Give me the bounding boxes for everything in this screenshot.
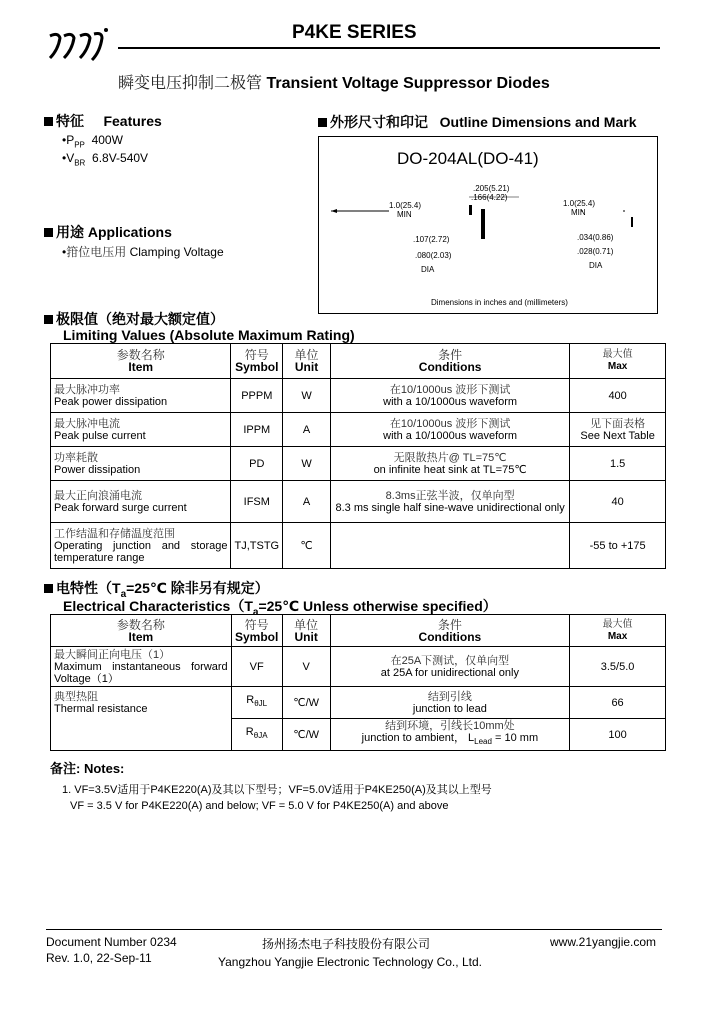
electrical-heading-cn-b: （T (98, 580, 121, 596)
dim-body-dia2: .080(2.03) (415, 251, 452, 260)
applications-heading-cn: 用途 (56, 224, 84, 240)
cell-symbol: IPPM (231, 413, 283, 447)
outline-heading-en: Outline Dimensions and Mark (439, 114, 637, 130)
company-en: Yangzhou Yangjie Electronic Technology Co., Ltd. (218, 955, 482, 969)
table-header-row (51, 615, 666, 647)
cell-max: 400 (570, 379, 666, 413)
cell-cond-cn: 结到环境，引线长10mm处 (385, 720, 515, 733)
cell-cond-cn: 8.3ms正弦半波，仅单向型 (385, 489, 515, 502)
electrical-heading-en-c: =25℃ Unless otherwise specified） (258, 598, 497, 614)
applications-heading-en: Applications (87, 224, 172, 240)
cell-max: 66 (570, 687, 666, 719)
cell-item (51, 413, 231, 447)
table-row (51, 687, 666, 719)
symbol-sub: θJA (253, 731, 268, 741)
cell-max-en: See Next Table (580, 429, 655, 442)
company-logo (44, 24, 112, 64)
header-unit-cn: 单位 (294, 348, 319, 362)
limiting-heading-cn (44, 309, 224, 329)
cell-max: 1.5 (570, 447, 666, 481)
cell-conditions (331, 481, 570, 523)
cell-unit: A (283, 413, 331, 447)
header-conditions (331, 344, 570, 379)
cell-item-en: Operating junction and storage temperature range (54, 539, 228, 564)
header-unit-en: Unit (294, 360, 319, 374)
cell-unit: A (283, 481, 331, 523)
square-bullet-icon (44, 315, 53, 324)
series-title: P4KE SERIES (292, 22, 417, 43)
symbol-main: R (245, 726, 254, 739)
cell-cond-tail: = 10 mm (491, 732, 539, 745)
feature-sub: PP (74, 140, 85, 150)
cell-cond-en: junction to ambient， L (361, 732, 475, 745)
package-name: DO-204AL(DO-41) (397, 149, 539, 168)
dim-lead-dia-lbl: DIA (589, 261, 603, 270)
cell-max: -55 to +175 (570, 523, 666, 569)
cell-symbol: PPPM (231, 379, 283, 413)
website-link[interactable]: www.21yangjie.com (550, 935, 657, 949)
cell-item-en: Peak forward surge current (54, 501, 187, 514)
square-bullet-icon (318, 118, 327, 127)
feature-ppp: $•P_{PP}$ 400W (62, 133, 123, 150)
cell-cond-cn: 在10/1000us 波形下测试 (389, 383, 511, 396)
dim-lead-right: 1.0(25.4) (563, 199, 596, 208)
cell-cond-cn: 结到引线 (427, 690, 472, 703)
dim-body-dia1: .107(2.72) (413, 235, 450, 244)
cell-unit: ℃ (283, 523, 331, 569)
table-row (51, 481, 666, 523)
cell-item-cn: 功率耗散 (54, 451, 98, 464)
table-header-row (51, 344, 666, 379)
header-item (51, 344, 231, 379)
cell-conditions (331, 413, 570, 447)
cell-symbol (231, 719, 282, 751)
units-note: Dimensions in inches and (millimeters) (431, 298, 568, 307)
electrical-table (50, 614, 666, 751)
cell-symbol: PD (231, 447, 283, 481)
header-symbol (231, 615, 282, 647)
application-item: •箝位电压用 Clamping Voltage (62, 245, 224, 259)
header-symbol (231, 344, 283, 379)
cell-item (51, 687, 232, 751)
feature-vbr: $•V_{BR}$ 6.8V-540V (62, 151, 149, 168)
table-row (51, 413, 666, 447)
header-unit (282, 615, 330, 647)
cell-conditions (331, 379, 570, 413)
features-heading-en: Features (103, 113, 162, 129)
dim-body-len2: .166(4.22) (471, 193, 508, 202)
header-rule (118, 47, 660, 49)
electrical-heading-cn-a: 电特性 (56, 580, 98, 596)
title-cn: 瞬变电压抑制二极管 (118, 75, 263, 92)
header-max (570, 615, 666, 647)
cell-max: 3.5/5.0 (570, 647, 666, 687)
feature-symbol: V (66, 151, 75, 165)
limiting-heading-en: Limiting Values (Absolute Maximum Rating) (63, 327, 355, 343)
header-max-cn: 最大值 (602, 349, 633, 360)
note-cn: 1. VF=3.5V适用于P4KE220(A)及其以下型号；VF=5.0V适用于P4KE250(A)及其以上型号 (62, 784, 492, 796)
footer-rule (46, 929, 662, 930)
dim-lead-left: 1.0(25.4) (389, 201, 422, 210)
cell-cond-cn: 在25A下测试，仅单向型 (390, 654, 510, 667)
header-cond-cn: 条件 (438, 348, 463, 362)
cell-unit: W (283, 447, 331, 481)
feature-value: 6.8V-540V (92, 151, 149, 165)
cell-item-cn: 最大脉冲功率 (54, 383, 120, 396)
dim-lead-left-sub: MIN (397, 210, 412, 219)
outline-heading-cn: 外形尺寸和印记 (330, 114, 428, 130)
application-item-cn: 箝位电压用 (66, 245, 127, 259)
cell-cond-sub: Lead (474, 737, 492, 747)
header-item (51, 615, 232, 647)
title-en: Transient Voltage Suppressor Diodes (266, 75, 550, 92)
note-en: VF = 3.5 V for P4KE220(A) and below; VF = 5.0 V for P4KE250(A) and above (70, 800, 449, 812)
features-heading (44, 111, 162, 131)
cell-cond-en: 8.3 ms single half sine-wave unidirectional only (335, 501, 565, 514)
cell-item (51, 647, 232, 687)
revision: Rev. 1.0, 22-Sep-11 (46, 951, 152, 965)
cell-conditions (330, 719, 570, 751)
yj-logo-icon (44, 24, 112, 64)
header-max (570, 344, 666, 379)
cell-symbol: VF (231, 647, 282, 687)
header-max-cn: 最大值 (602, 618, 633, 630)
cell-cond-en: on infinite heat sink at TL=75℃ (373, 463, 527, 476)
cell-item (51, 481, 231, 523)
feature-symbol: P (66, 133, 75, 147)
feature-sub: BR (74, 158, 86, 168)
header-conditions (330, 615, 570, 647)
header-unit-en: Unit (294, 629, 318, 644)
table-row (51, 647, 666, 687)
cell-item-cn: 工作结温和存储温度范围 (54, 527, 175, 540)
cell-item-cn: 最大脉冲电流 (54, 417, 120, 430)
header-item-en: Item (128, 360, 154, 374)
electrical-heading-en-a: Electrical Characteristics（T (63, 598, 253, 614)
cell-conditions (331, 447, 570, 481)
header-unit-cn: 单位 (294, 617, 319, 632)
cell-item (51, 379, 231, 413)
dim-lead-right-sub: MIN (571, 208, 586, 217)
cell-max (570, 413, 666, 447)
cell-unit: ℃/W (282, 719, 330, 751)
cell-item-cn: 最大瞬间正向电压（1） (54, 648, 171, 661)
header-symbol-en: Symbol (235, 629, 279, 644)
doc-number: Document Number 0234 (46, 935, 177, 949)
table-row (51, 523, 666, 569)
application-item-en: Clamping Voltage (129, 245, 224, 259)
cell-item-cn: 最大正向浪涌电流 (54, 489, 142, 502)
cell-item-en: Peak pulse current (54, 429, 146, 442)
cell-unit: W (283, 379, 331, 413)
cell-max: 40 (570, 481, 666, 523)
header-unit (283, 344, 331, 379)
electrical-heading-cn-sub: a (120, 588, 127, 600)
electrical-heading-en-sub: a (252, 606, 259, 618)
limiting-table (50, 343, 666, 569)
dim-body-len1: .205(5.21) (473, 184, 510, 193)
document-title (118, 70, 550, 93)
limiting-heading-cn-text: 极限值（绝对最大额定值） (56, 311, 224, 327)
header-symbol-cn: 符号 (244, 617, 269, 632)
cell-item-en: Thermal resistance (54, 703, 148, 715)
dim-lead-dia1: .034(0.86) (577, 233, 614, 242)
cell-cond-en: with a 10/1000us waveform (383, 429, 518, 442)
square-bullet-icon (44, 228, 53, 237)
header-cond-en: Conditions (418, 629, 482, 644)
diode-outline-icon (319, 137, 657, 313)
header-cond-en: Conditions (418, 360, 482, 374)
cell-item (51, 447, 231, 481)
applications-heading (44, 222, 172, 242)
cell-unit: ℃/W (282, 687, 330, 719)
outline-heading (318, 112, 637, 132)
cell-cond-cn: 在10/1000us 波形下测试 (389, 417, 511, 430)
dim-body-dia-lbl: DIA (421, 265, 435, 274)
symbol-main: R (246, 694, 255, 707)
header-max-en: Max (607, 630, 628, 642)
header-max-en: Max (607, 361, 628, 372)
square-bullet-icon (44, 584, 53, 593)
header-item-cn: 参数名称 (116, 348, 165, 362)
cell-max-cn: 见下面表格 (590, 417, 646, 430)
cell-unit: V (282, 647, 330, 687)
electrical-heading-cn-c: =25℃ 除非另有规定） (126, 580, 269, 596)
header-symbol-en: Symbol (235, 360, 279, 374)
cell-max: 100 (570, 719, 666, 751)
header-cond-cn: 条件 (437, 617, 462, 632)
table-row (51, 379, 666, 413)
cell-symbol (231, 687, 282, 719)
notes-title: 备注: Notes: (50, 761, 125, 776)
cell-conditions (330, 647, 570, 687)
cell-cond-en: with a 10/1000us waveform (383, 395, 518, 408)
header-item-en: Item (128, 629, 154, 644)
cell-cond-en: junction to lead (412, 702, 487, 715)
company-cn: 扬州扬杰电子科技股份有限公司 (262, 937, 431, 951)
cell-conditions (331, 523, 570, 569)
header-item-cn: 参数名称 (116, 617, 165, 632)
cell-conditions (330, 687, 570, 719)
table-row (51, 447, 666, 481)
cell-item-en: Maximum instantaneous forward Voltage（1） (54, 660, 228, 685)
outline-drawing (318, 136, 658, 314)
cell-item-en: Peak power dissipation (54, 395, 168, 408)
cell-cond-en: at 25A for unidirectional only (380, 666, 519, 679)
cell-symbol: IFSM (231, 481, 283, 523)
cell-item-cn: 典型热阻 (54, 691, 98, 703)
feature-value: 400W (91, 133, 123, 147)
features-heading-cn: 特征 (56, 113, 84, 129)
cell-cond-cn: 无限散热片@ TL=75℃ (393, 451, 507, 464)
square-bullet-icon (44, 117, 53, 126)
cell-item-en: Power dissipation (54, 463, 141, 476)
cell-item (51, 523, 231, 569)
header-symbol-cn: 符号 (244, 348, 269, 362)
cell-symbol: TJ,TSTG (231, 523, 283, 569)
dim-lead-dia2: .028(0.71) (577, 247, 614, 256)
symbol-sub: θJL (254, 699, 268, 709)
